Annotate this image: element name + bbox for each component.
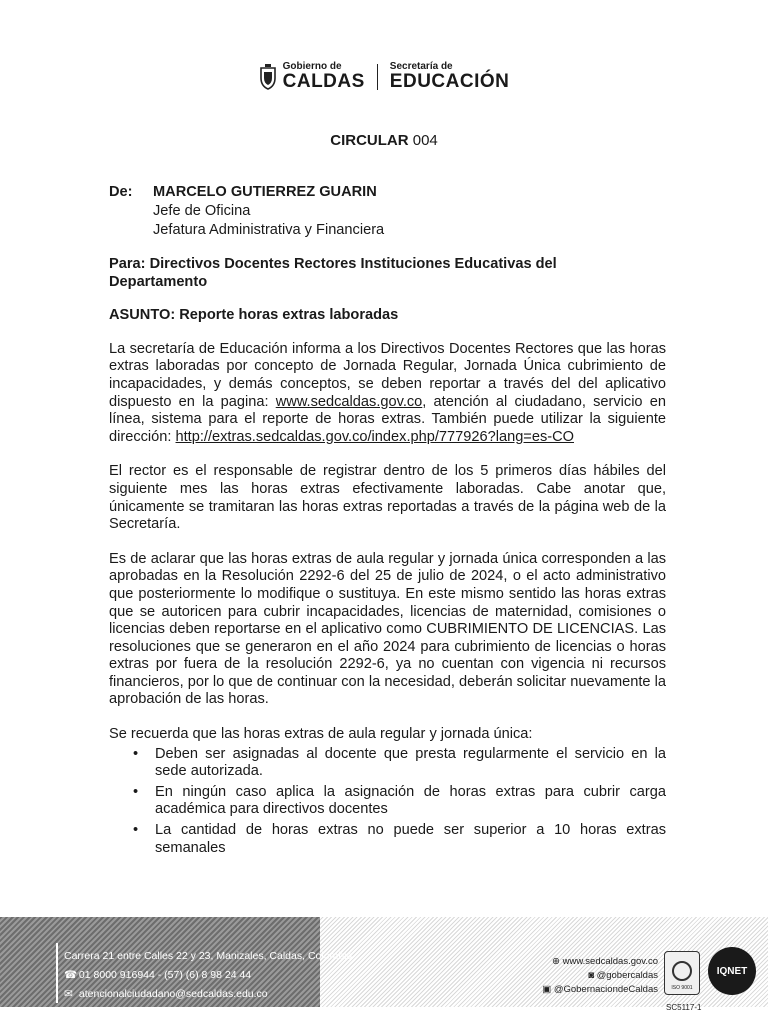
cert-text: ISO 9001: [671, 985, 693, 991]
footer-social1[interactable]: @gobercaldas: [596, 970, 658, 981]
paragraph-2: El rector es el responsable de registrar dentro de los 5 primeros días hábiles del siguiente mes las horas extras efectivamente laboradas. Cabe anotar que, únicamente se tramitaran las horas extras reportadas a través de la página web de la Secretaría.: [109, 463, 666, 533]
footer-divider: [56, 943, 58, 1003]
to-line1: Directivos Docentes Rectores Instituciones Educativas del: [149, 256, 557, 272]
to-line2: Departamento: [109, 273, 208, 290]
iqnet-badge: [708, 947, 756, 995]
bullet-list: [109, 746, 666, 858]
circular-number: 004: [412, 132, 438, 149]
phone-icon: ☎: [64, 969, 78, 981]
paragraph-1: [109, 341, 666, 447]
reminder: Se recuerda que las horas extras de aula regular y jornada única:: [109, 726, 533, 743]
gov-logo-text: [283, 62, 365, 91]
footer-phone: 01 8000 916944 - (57) (6) 8 98 24 44: [78, 969, 252, 981]
list-item: • Deben ser asignadas al docente que presta regularmente el servicio en la sede autorizada.: [133, 746, 666, 781]
to-label: Para:: [109, 256, 146, 272]
sec-big: EDUCACIÓN: [389, 71, 510, 92]
document-code: SC5117-1: [666, 1003, 702, 1012]
p1-text-middle: , atención al ciudadano, servicio en línea, sistema para el reporte de horas extras. También puede utilizar la siguiente dirección:: [109, 393, 666, 445]
from-name: MARCELO GUTIERREZ GUARIN: [153, 184, 377, 200]
from-label: De:: [109, 184, 133, 200]
letter-body: [109, 183, 666, 860]
footer-contact: [64, 947, 352, 1004]
mail-icon: ✉: [64, 988, 73, 1000]
facebook-icon: ▣: [542, 984, 552, 995]
footer-email[interactable]: atencionalciudadano@sedcaldas.edu.co: [78, 988, 268, 1000]
subject: ASUNTO: Reporte horas extras laboradas: [109, 307, 399, 324]
sec-small: Secretaría de: [389, 61, 453, 72]
certification-badge: [664, 951, 700, 995]
crest-icon: [259, 64, 277, 90]
gov-small: Gobierno de: [282, 61, 342, 72]
paragraph-3: Es de aclarar que las horas extras de aula regular y jornada única corresponden a las aprobadas en la Resolución 2292-6 del 25 de julio de 2024, o el acto administrativo que posteriormente lo modifique o sustituya. En este mismo sentido las horas extras que se autoricen para cubrir incapacidades, licencias de maternidad, comisiones o licencias deben reportarse en el aplicativo como CUBRIMIENTO DE LICENCIAS. Las resoluciones que se generaron en el año 2024 para cubrimiento de licencias o horas extras por fuera de la resolución 2292-6, ya no cuentan con vigencia ni recursos financieros, por lo que de continuar con la necesidad, deberán solicitar nuevamente la aprobación de las horas.: [109, 550, 666, 708]
from-role: Jefe de Oficina: [153, 203, 251, 219]
sec-logo-text: [390, 62, 510, 91]
logo: [259, 62, 510, 91]
gov-big: CALDAS: [282, 71, 365, 92]
footer-social2[interactable]: @GobernaciondeCaldas: [553, 984, 658, 995]
to-block: [109, 256, 666, 291]
extras-link[interactable]: http://extras.sedcaldas.gov.co/index.php/777926?lang=es-CO: [175, 428, 574, 445]
footer: [0, 917, 768, 1012]
circular-label: CIRCULAR: [330, 132, 409, 149]
letterhead: [0, 62, 768, 91]
footer-web[interactable]: www.sedcaldas.gov.co: [562, 956, 658, 967]
from-details: [153, 183, 384, 240]
logo-divider: [377, 64, 378, 90]
p1-text-before: La secretaría de Educación informa a los Directivos Docentes Rectores que las horas extras laboradas por concepto de Jornada Regular, Jornada Única cubrimiento de incapacidades, y demás conceptos, se deben reportar a través del del aplicativo dispuesto en la pagina:: [109, 340, 666, 410]
cert-ring-icon: [672, 961, 692, 981]
list-item: • En ningún caso aplica la asignación de horas extras para cubrir carga académica para directivos docentes: [133, 784, 666, 819]
from-block: [109, 183, 666, 240]
footer-web-social: [542, 955, 658, 997]
from-office: Jefatura Administrativa y Financiera: [153, 222, 385, 238]
iqnet-text: IQNET: [716, 965, 748, 977]
website-link[interactable]: www.sedcaldas.gov.co: [275, 393, 423, 410]
footer-address: Carrera 21 entre Calles 22 y 23, Manizales, Caldas, Colombia: [64, 950, 353, 962]
circular-title: [0, 132, 768, 149]
globe-icon: ⊕: [551, 956, 560, 967]
social-icon: ◙: [588, 970, 594, 981]
list-item: • La cantidad de horas extras no puede ser superior a 10 horas extras semanales: [133, 822, 666, 857]
